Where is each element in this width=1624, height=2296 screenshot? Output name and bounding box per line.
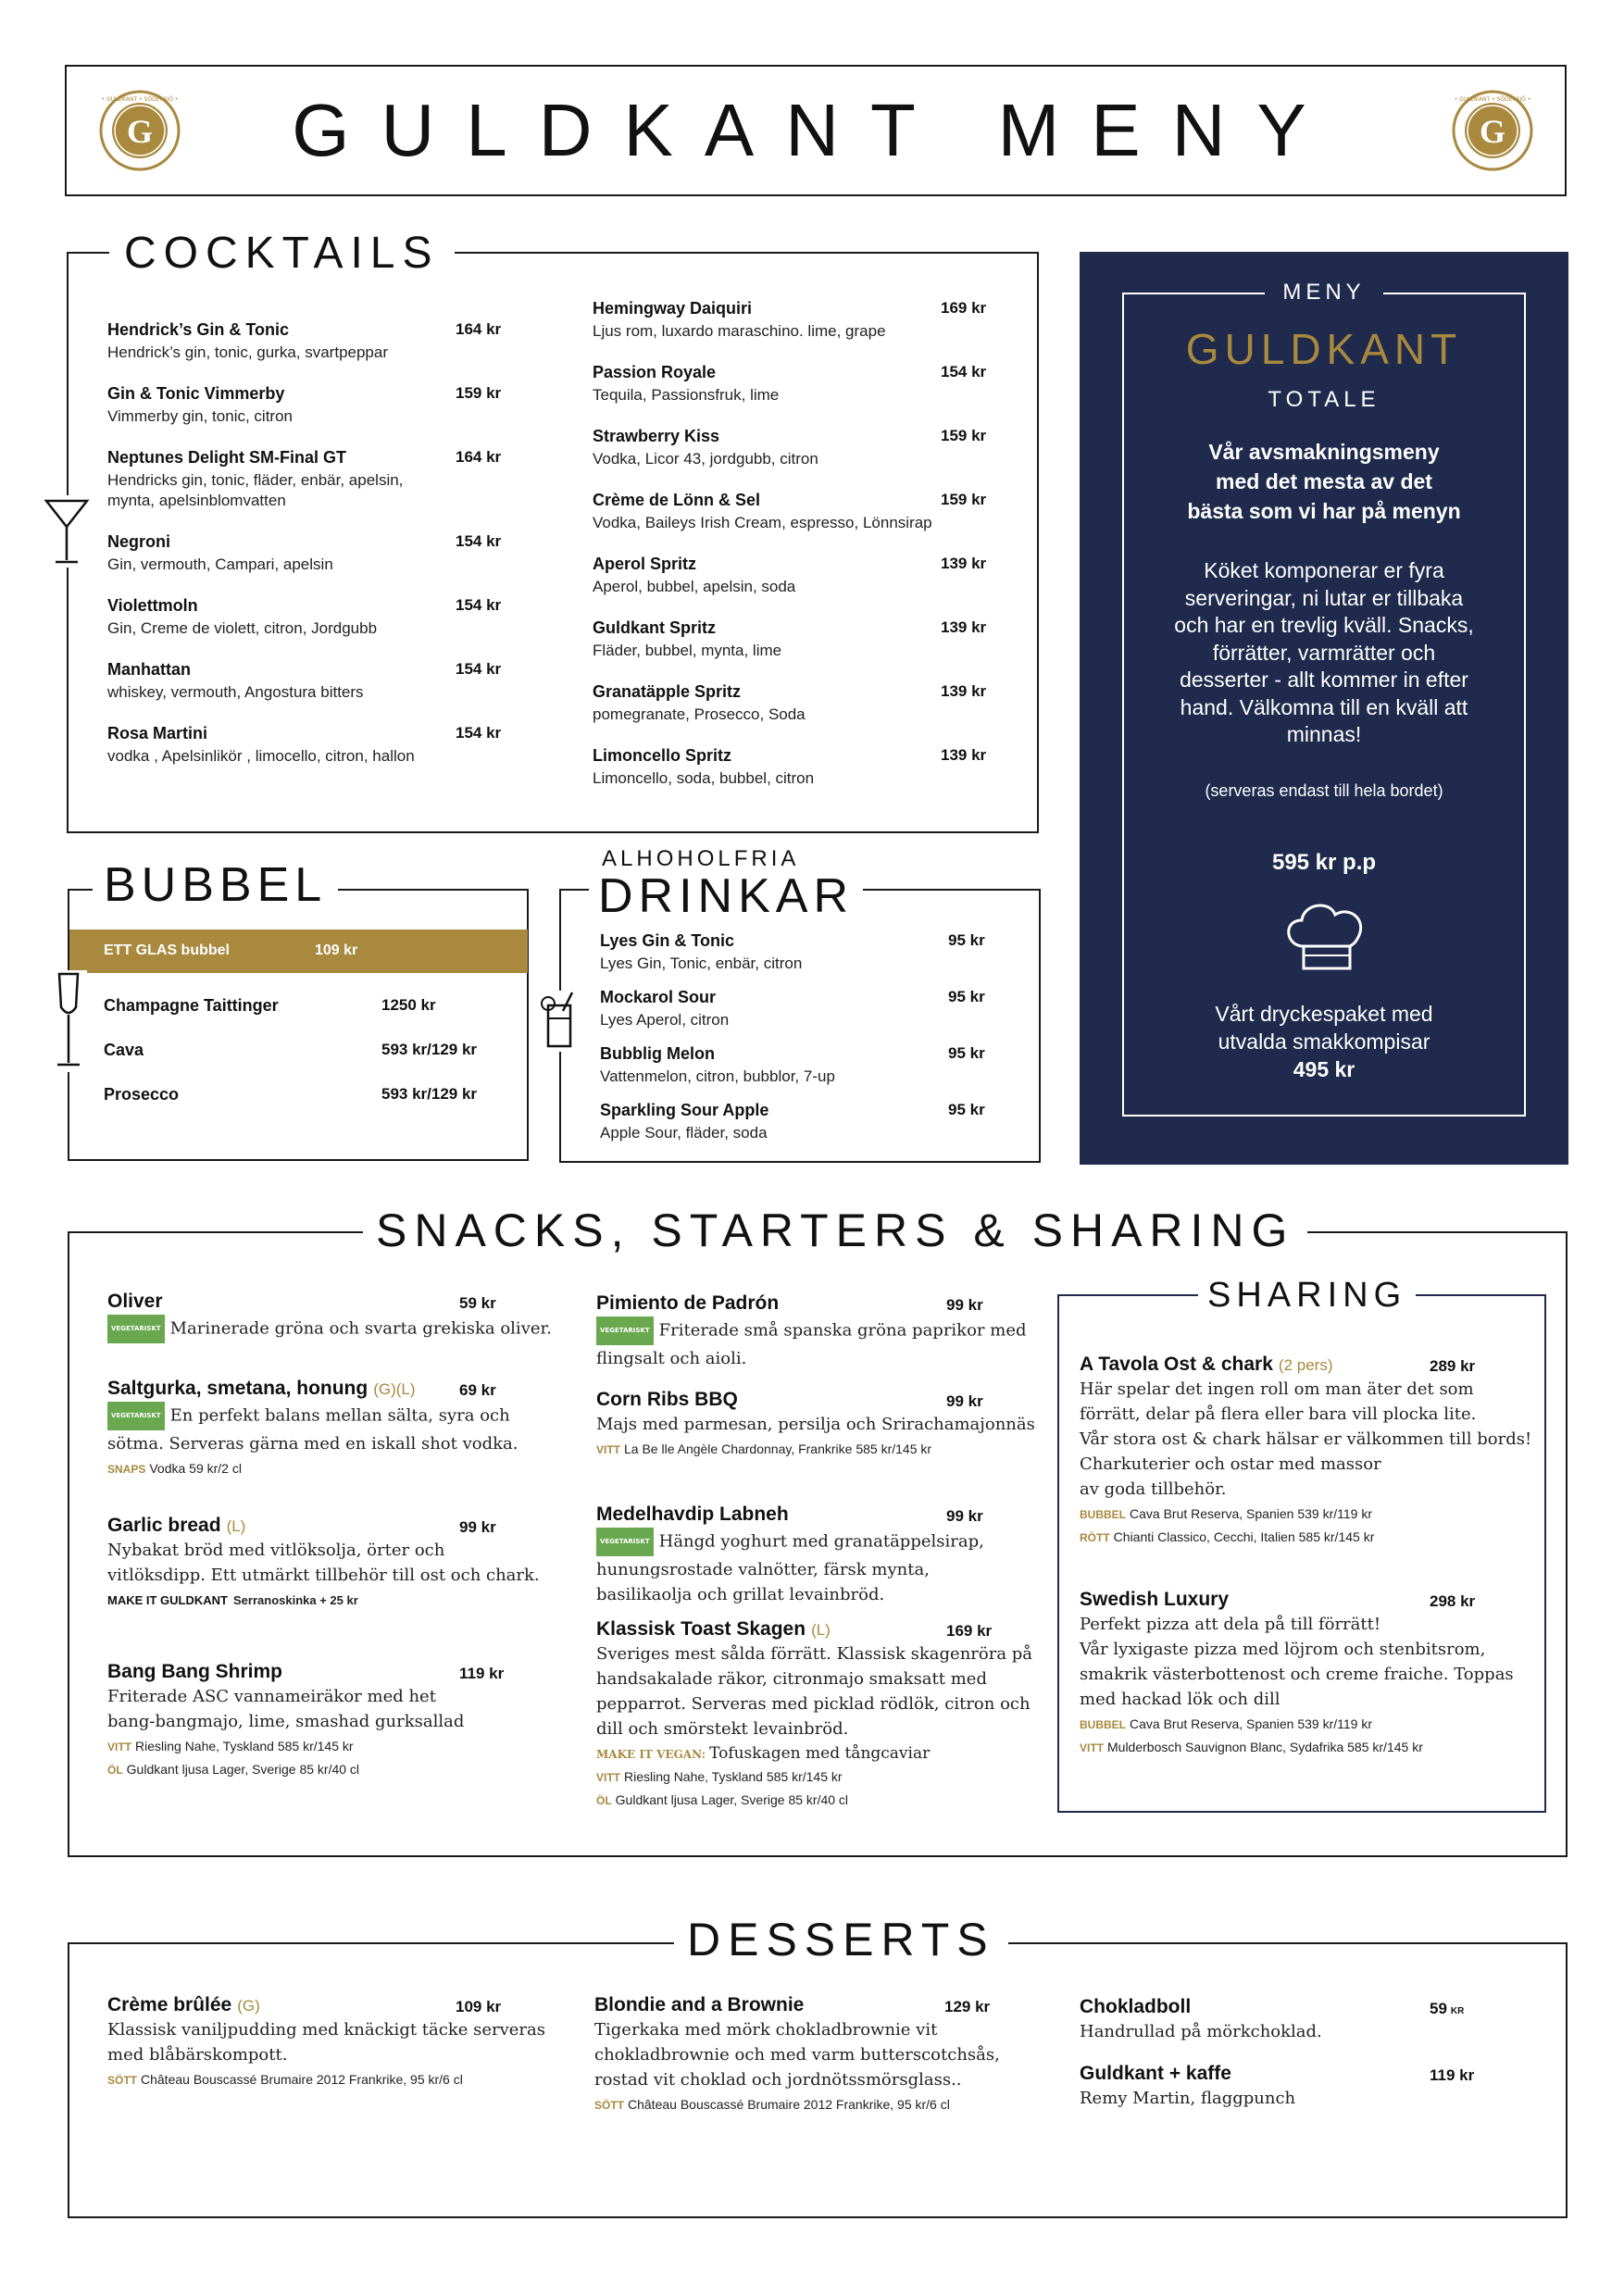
dish-name: Blondie and a Brownie (594, 1994, 805, 2015)
dish-tag: (2 pers) (1278, 1356, 1333, 1374)
dish-desc-line (107, 1685, 570, 1708)
dish-desc: Handrullad på mörkchoklad. (1080, 2022, 1322, 2041)
menu-item (107, 448, 403, 510)
cocktail-glass-icon (43, 495, 91, 568)
pairing-label: ÖL (596, 1794, 612, 1807)
dish-desc: Klassisk vaniljpudding med knäckigt täcke serveras (107, 2020, 546, 2040)
logo-letter-right: G (1479, 113, 1506, 150)
dish-desc: rostad vit choklad och jordnötssmörsglass.. (594, 2070, 962, 2090)
dish-desc-line: förrätt, delar på flera eller bara vill plocka lite. (1080, 1404, 1477, 1424)
dish (1080, 1589, 1543, 1757)
dish-price: 169 kr (946, 1622, 993, 1640)
dish-price: 99 kr (459, 1518, 496, 1536)
meny-drinks-line: Vårt dryckespaket med (1215, 1002, 1433, 1026)
meny-body-line: förrätter, varmrätter och (1212, 640, 1436, 665)
item-price: 159 kr (456, 384, 502, 402)
dish-price: 69 kr (459, 1381, 496, 1399)
pairing-label: VITT (1080, 1741, 1104, 1754)
meny-lead-line: med det mesta av det (1216, 469, 1432, 493)
dish-title (107, 1515, 570, 1537)
dish-name: Bang Bang Shrimp (107, 1661, 283, 1682)
meny-lead-line: Vår avsmakningsmeny (1208, 440, 1440, 464)
dish-desc: vitlöksdipp. Ett utmärkt tillbehör till ost och chark. (107, 1566, 540, 1585)
dish-desc-line: Här spelar det ingen roll om man äter det som (1080, 1379, 1474, 1399)
dish-desc-line (596, 1642, 1050, 1666)
dish-name: Crème brûlée (107, 1994, 232, 2015)
dish-desc-line: med hackad lök och dill (1080, 1690, 1280, 1709)
item-price: 154 kr (456, 596, 502, 614)
logo-left (98, 89, 181, 172)
dish-desc-line (596, 1667, 1050, 1691)
meny-note: (serveras endast till hela bordet) (1205, 781, 1443, 800)
dish-title (107, 1291, 570, 1313)
pairing-text: Riesling Nahe, Tyskland 585 kr/145 kr (135, 1739, 354, 1753)
menu-item (593, 427, 818, 468)
meny-drinks-price: 495 kr (1293, 1057, 1355, 1081)
dish-desc: Marinerade gröna och svarta grekiska oliver. (169, 1318, 552, 1339)
pairing-text: Château Bouscassé Brumaire 2012 Frankrike, 95 kr/6 cl (628, 2097, 950, 2112)
dish-name: Klassisk Toast Skagen (596, 1618, 806, 1640)
pairing-text: Vodka 59 kr/2 cl (149, 1461, 242, 1476)
item-desc: Ljus rom, luxardo maraschino. lime, grape (593, 322, 886, 340)
item-price: 159 kr (941, 427, 987, 444)
meny-body-line: minnas! (1286, 722, 1362, 746)
item-name: Aperol Spritz (593, 555, 697, 573)
dish-tag: (G)(L) (373, 1380, 416, 1398)
dish-desc-line (596, 1717, 1050, 1741)
item-name: Granatäpple Spritz (593, 682, 742, 701)
dish-desc-line (107, 1315, 570, 1343)
item-price: 139 kr (941, 555, 987, 572)
vegan-text: Tofuskagen med tångcaviar (709, 1744, 931, 1763)
item-price: 154 kr (456, 660, 502, 678)
dish-desc-line (107, 1564, 570, 1587)
dish (107, 1515, 570, 1610)
dish (107, 1378, 570, 1479)
dish-desc-line (107, 2043, 570, 2066)
dish-name: Saltgurka, smetana, honung (107, 1378, 369, 1399)
dish-title (107, 1378, 570, 1400)
item-desc: Vodka, Baileys Irish Cream, espresso, Lönnsirap (593, 514, 932, 531)
snacks-title: SNACKS, STARTERS & SHARING (363, 1207, 1307, 1254)
dish-desc: Sveriges mest sålda förrätt. Klassisk skagenröra på (596, 1644, 1033, 1664)
dish-name: Chokladboll (1080, 1996, 1192, 2017)
champagne-flute-icon (50, 970, 87, 1072)
vegetarian-badge: VEGETARISKT (107, 1402, 165, 1430)
drink-item (600, 1101, 768, 1142)
drink-desc: Lyes Aperol, citron (600, 1011, 730, 1029)
dish-desc-line (107, 1402, 570, 1430)
dish-price: 59 kr (459, 1294, 496, 1312)
meny-label: MENY (1265, 280, 1383, 306)
dish-name: Pimiento de Padrón (596, 1292, 780, 1314)
pairing-label: SNAPS (107, 1463, 146, 1476)
chef-hat-icon (1281, 898, 1370, 976)
pairing (1080, 1715, 1543, 1734)
menu-item (593, 555, 795, 596)
dish-price: 119 kr (1430, 2066, 1475, 2084)
dish-desc: Remy Martin, flaggpunch (1080, 2089, 1296, 2108)
menu-item (593, 299, 886, 341)
dish-name: Corn Ribs BBQ (596, 1389, 738, 1410)
dish-desc: Tigerkaka med mörk chokladbrownie vit (594, 2020, 938, 2040)
item-desc: Vimmerby gin, tonic, citron (107, 407, 293, 425)
menu-item (107, 724, 415, 766)
pairing-label: VITT (107, 1741, 131, 1753)
item-desc: Aperol, bubbel, apelsin, soda (593, 578, 796, 595)
item-name: Limoncello Spritz (593, 746, 732, 765)
pairing-text: Cava Brut Reserva, Spanien 539 kr/119 kr (1130, 1716, 1372, 1731)
dish-name: Guldkant + kaffe (1080, 2063, 1231, 2084)
item-name: Violettmoln (107, 596, 198, 615)
dish-desc-line (107, 1539, 570, 1562)
dish-price: 289 kr (1430, 1357, 1476, 1375)
pairing (107, 1737, 570, 1756)
item-name: Guldkant Spritz (593, 618, 717, 637)
dish-desc-line: Perfekt pizza att dela på till förrätt! (1080, 1615, 1381, 1634)
item-desc: pomegranate, Prosecco, Soda (593, 705, 806, 723)
bubbel-highlight-name: ETT GLAS bubbel (104, 942, 230, 958)
dish-desc-line (596, 1692, 1050, 1716)
dish-price: 99 kr (946, 1296, 983, 1314)
bubbel-item-name: Prosecco (104, 1085, 180, 1104)
item-desc: vodka , Apelsinlikör , limocello, citron, hallon (107, 747, 415, 765)
dish-desc: hunungsrostade valnötter, färsk mynta, (596, 1560, 930, 1579)
meny-drinks (1122, 1000, 1526, 1083)
make-it-guldkant (107, 1591, 570, 1610)
desserts-title: DESSERTS (674, 1916, 1008, 1963)
drink-name: Lyes Gin & Tonic (600, 931, 735, 950)
dish-desc: Nybakat bröd med vitlöksolja, örter och (107, 1541, 445, 1560)
drink-name: Bubblig Melon (600, 1044, 715, 1063)
menu-item (593, 682, 806, 724)
menu-item (107, 660, 364, 702)
drinkar-title: DRINKAR (589, 872, 863, 920)
dish-tag: (L) (811, 1621, 831, 1639)
pairing-label: BUBBEL (1080, 1718, 1126, 1731)
dish-title (1080, 1996, 1543, 2018)
item-desc: Tequila, Passionsfruk, lime (593, 386, 780, 404)
vegetarian-badge: VEGETARISKT (596, 1528, 654, 1556)
bubbel-item-price: 593 kr/129 kr (381, 1041, 478, 1058)
pairing (1080, 1738, 1543, 1757)
item-name: Passion Royale (593, 363, 717, 381)
item-price: 154 kr (456, 724, 502, 742)
item-price: 139 kr (941, 618, 987, 636)
logo-right (1451, 89, 1534, 172)
pairing-text: Riesling Nahe, Tyskland 585 kr/145 kr (624, 1769, 843, 1784)
dish-desc: Friterade ASC vannameiräkor med het (107, 1687, 436, 1706)
pairing (1080, 1528, 1543, 1547)
pairing (596, 1440, 1050, 1459)
menu-item (107, 532, 333, 574)
pairing-label: VITT (596, 1443, 620, 1456)
pairing (1080, 1504, 1543, 1524)
menu-item (107, 320, 388, 362)
dish-desc: basilikaolja och grillat levainbröd. (596, 1585, 885, 1604)
item-desc: Hendricks gin, tonic, fläder, enbär, apelsin, (107, 471, 404, 489)
meny-body-line: Köket komponerar er fyra (1204, 558, 1444, 582)
dish-price: 119 kr (459, 1665, 505, 1682)
meny-body-line: desserter - allt kommer in efter (1180, 668, 1468, 692)
dish-desc: sötma. Serveras gärna med en iskall shot vodka. (107, 1434, 518, 1454)
item-price: 164 kr (456, 448, 502, 466)
item-price: 154 kr (456, 532, 502, 550)
dish-desc: En perfekt balans mellan sälta, syra och (169, 1405, 510, 1426)
dish-desc-line: av goda tillbehör. (1080, 1479, 1227, 1499)
make-text: Serranoskinka + 25 kr (233, 1593, 358, 1607)
dish-name: A Tavola Ost & chark (1080, 1354, 1273, 1375)
pairing-label: SÖTT (107, 2074, 137, 2087)
dish-desc-line: Charkuterier och ostar med massor (1080, 1454, 1381, 1474)
dish-name: Garlic bread (107, 1515, 221, 1536)
dish-desc-line (107, 2018, 570, 2041)
pairing-text: Cava Brut Reserva, Spanien 539 kr/119 kr (1130, 1506, 1372, 1521)
dish-desc-line (594, 2018, 1057, 2041)
item-price: 139 kr (941, 682, 987, 700)
item-price: 169 kr (941, 299, 987, 317)
drink-price: 95 kr (948, 988, 985, 1005)
drink-desc: Lyes Gin, Tonic, enbär, citron (600, 955, 803, 972)
make-it-vegan (596, 1744, 1050, 1764)
dish-desc-line (596, 1528, 1050, 1556)
drink-price: 95 kr (948, 1101, 985, 1118)
item-desc: Vodka, Licor 43, jordgubb, citron (593, 450, 818, 468)
dish-desc-line (596, 1413, 1050, 1436)
item-name: Negroni (107, 532, 171, 551)
item-name: Manhattan (107, 660, 191, 679)
dish (1080, 1354, 1543, 1547)
soda-glass-icon (539, 991, 581, 1052)
meny-price: 595 kr p.p (1271, 850, 1377, 875)
dish-price: 298 kr (1430, 1592, 1476, 1610)
drink-name: Mockarol Sour (600, 988, 717, 1006)
menu-item (107, 596, 377, 638)
item-price: 164 kr (456, 320, 502, 338)
item-desc: whiskey, vermouth, Angostura bitters (107, 683, 364, 701)
item-name: Neptunes Delight SM-Final GT (107, 448, 347, 467)
drink-price: 95 kr (948, 931, 985, 949)
vegetarian-badge: VEGETARISKT (596, 1316, 654, 1345)
drink-price: 95 kr (948, 1044, 985, 1062)
price-unit: KR (1450, 2006, 1465, 2016)
item-desc: Gin, Creme de violett, citron, Jordgubb (107, 619, 378, 637)
bubbel-item-price: 1250 kr (381, 996, 436, 1014)
meny-body-line: serveringar, ni lutar er tillbaka (1184, 585, 1464, 610)
pairing (596, 1767, 1050, 1787)
page-title: GULDKANT MENY (292, 89, 1338, 171)
pairing-text: Mulderbosch Sauvignon Blanc, Sydafrika 585 kr/145 kr (1107, 1740, 1423, 1754)
drink-item (600, 988, 729, 1029)
dish-name: Oliver (107, 1291, 163, 1312)
item-desc: mynta, apelsinblomvatten (107, 492, 286, 509)
dish-name: Swedish Luxury (1080, 1589, 1230, 1610)
meny-lead (1122, 437, 1526, 526)
logo-ring-left: • GULDKANT • SÖDERSJÖ • (101, 96, 179, 103)
pairing (594, 2095, 1057, 2115)
dish-price: 59 KR (1430, 2000, 1465, 2017)
meny-totale: TOTALE (1268, 387, 1380, 412)
dish-desc-line (1080, 2087, 1543, 2110)
dish-desc-line (596, 1583, 1050, 1606)
dish-tag: (L) (226, 1517, 246, 1535)
dish (1080, 1996, 1543, 2043)
logo-letter-left: G (126, 113, 154, 150)
pairing (107, 1459, 570, 1479)
dish-desc-line (107, 1432, 570, 1455)
bubbel-title: BUBBEL (93, 861, 338, 909)
pairing-text: La Be lle Angèle Chardonnay, Frankrike 585 kr/145 kr (624, 1441, 932, 1456)
dish-price: 109 kr (456, 1998, 502, 2015)
dish-desc: Friterade små spanska gröna paprikor med (658, 1320, 1027, 1341)
dish-desc-line (1080, 2020, 1543, 2043)
meny-body (1122, 557, 1526, 749)
item-desc: Limoncello, soda, bubbel, citron (593, 769, 815, 787)
drink-desc: Apple Sour, fläder, soda (600, 1124, 768, 1142)
drink-item (600, 1044, 835, 1086)
meny-drinks-line: utvalda smakkompisar (1218, 1029, 1430, 1054)
item-name: Gin & Tonic Vimmerby (107, 384, 285, 403)
make-label: MAKE IT GULDKANT (107, 1593, 228, 1607)
dish-price: 99 kr (946, 1507, 983, 1525)
bubbel-item-name: Cava (104, 1041, 144, 1059)
dish-desc: chokladbrownie och med varm butterscotchsås, (594, 2045, 1000, 2065)
dish-desc: handsakalade räkor, citronmajo smaksatt med (596, 1669, 987, 1689)
dish-desc-line (596, 1316, 1050, 1345)
meny-body-line: hand. Välkomna till en kväll att (1180, 694, 1468, 719)
dish-desc: Hängd yoghurt med granatäppelsirap, (658, 1531, 984, 1552)
item-name: Rosa Martini (107, 724, 208, 742)
item-name: Crème de Lönn & Sel (593, 491, 761, 509)
dish-desc-line: Vår stora ost & chark hälsar er välkommen till bords! (1080, 1429, 1532, 1449)
dish-desc: flingsalt och aioli. (596, 1349, 747, 1368)
bubbel-item-price: 593 kr/129 kr (381, 1085, 478, 1103)
drink-name: Sparkling Sour Apple (600, 1101, 769, 1119)
pairing-label: VITT (596, 1771, 620, 1784)
drink-desc: Vattenmelon, citron, bubblor, 7-up (600, 1067, 835, 1085)
pairing-label: BUBBEL (1080, 1508, 1126, 1521)
dish (596, 1618, 1050, 1810)
item-price: 139 kr (941, 746, 987, 764)
sharing-title: SHARING (1198, 1278, 1416, 1313)
item-price: 159 kr (941, 491, 987, 508)
drinkar-pretitle: ALHOHOLFRIA (602, 846, 800, 871)
drink-item (600, 931, 802, 973)
menu-item (593, 746, 814, 788)
dish-desc: med blåbärskompott. (107, 2045, 288, 2065)
pairing (596, 1791, 1050, 1810)
cocktails-title: COCKTAILS (109, 231, 455, 276)
menu-item (107, 384, 293, 426)
pairing (107, 2070, 570, 2090)
item-desc: Hendrick’s gin, tonic, gurka, svartpeppar (107, 343, 389, 361)
dish-price: 99 kr (946, 1392, 983, 1410)
vegetarian-badge: VEGETARISKT (107, 1315, 165, 1343)
bubbel-item-name: Champagne Taittinger (104, 996, 279, 1015)
meny-lead-line: bästa som vi har på menyn (1187, 499, 1461, 523)
item-name: Hemingway Daiquiri (593, 299, 753, 318)
dish-desc: Majs med parmesan, persilja och Srirachamajonnäs (596, 1415, 1035, 1434)
item-name: Strawberry Kiss (593, 427, 720, 445)
dish-price: 129 kr (944, 1998, 991, 2015)
dish-desc: pepparrot. Serveras med picklad rödlök, citron och (596, 1694, 1031, 1714)
item-price: 154 kr (941, 363, 987, 381)
meny-guldkant: GULDKANT (1185, 325, 1463, 373)
dish (107, 1291, 570, 1343)
dish-desc-line (596, 1558, 1050, 1581)
dish-desc-line (596, 1347, 1050, 1370)
bubbel-highlight-price: 109 kr (315, 942, 358, 958)
pairing-text: Guldkant ljusa Lager, Sverige 85 kr/40 cl (126, 1762, 360, 1777)
menu-item (593, 491, 932, 532)
pairing-text: Chianti Classico, Cecchi, Italien 585 kr/145 kr (1113, 1529, 1375, 1544)
dish-name: Medelhavdip Labneh (596, 1504, 789, 1525)
dish-tag: (G) (237, 1997, 260, 2015)
pairing-label: ÖL (107, 1764, 123, 1777)
dish-desc-line (107, 1710, 570, 1733)
vegan-label: MAKE IT VEGAN: (596, 1748, 706, 1761)
dish-desc-line (594, 2068, 1057, 2091)
dish-desc-line: smakrik västerbottenost och creme fraiche. Toppas (1080, 1665, 1514, 1684)
meny-body-line: och har en trevlig kväll. Snacks, (1174, 613, 1474, 637)
pairing-label: RÖTT (1080, 1531, 1110, 1544)
pairing-label: SÖTT (594, 2099, 624, 2112)
dish-desc-line: Vår lyxigaste pizza med löjrom och stenbitsrom, (1080, 1640, 1486, 1659)
item-name: Hendrick’s Gin & Tonic (107, 320, 290, 339)
dish-desc: dill och smörstekt levainbröd. (596, 1719, 849, 1739)
menu-item (593, 363, 779, 405)
dish-desc-line (594, 2043, 1057, 2066)
logo-ring-right: • GULDKANT • SÖDERSJÖ • (1454, 96, 1531, 103)
menu-item (593, 618, 781, 660)
pairing-text: Guldkant ljusa Lager, Sverige 85 kr/40 cl (615, 1792, 849, 1807)
item-desc: Fläder, bubbel, mynta, lime (593, 642, 782, 659)
dish-desc: bang-bangmajo, lime, smashad gurksallad (107, 1712, 465, 1731)
pairing-text: Château Bouscassé Brumaire 2012 Frankrike, 95 kr/6 cl (141, 2072, 463, 2087)
pairing (107, 1760, 570, 1779)
item-desc: Gin, vermouth, Campari, apelsin (107, 555, 333, 573)
